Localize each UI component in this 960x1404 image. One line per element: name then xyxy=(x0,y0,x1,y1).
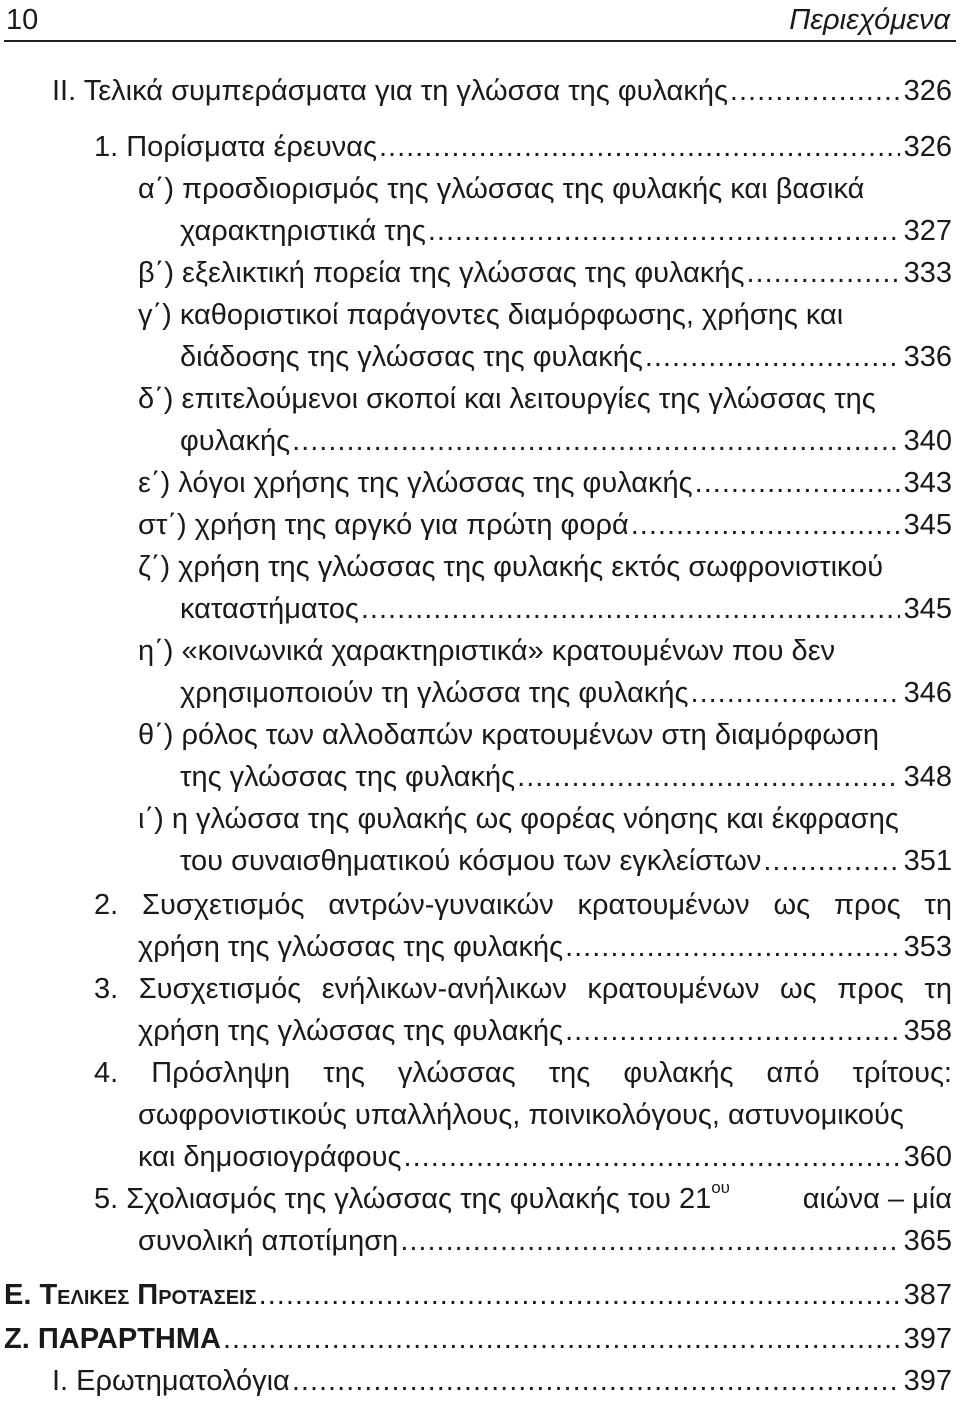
toc-entry xyxy=(180,674,952,712)
toc-section-title: Ζ. ΠΑΡΑΡΤΗΜΑ xyxy=(4,1323,221,1355)
toc-entry-title: Ι. Ερωτηματολόγια xyxy=(52,1365,290,1397)
toc-entry xyxy=(52,72,952,110)
toc-entry-title: ι΄) η γλώσσα της φυλακής ως φορέας νόησης και έκφρασης xyxy=(138,803,899,835)
toc-entry-page: 351 xyxy=(903,845,952,877)
toc-entry-title: του συναισθηματικού κόσμου των εγκλείστων xyxy=(180,845,762,877)
toc-entry-title: στ΄) χρήση της αργκό για πρώτη φορά xyxy=(138,509,629,541)
toc-entry xyxy=(180,338,952,376)
toc-entry xyxy=(94,128,952,166)
toc-entry-line xyxy=(138,800,899,838)
dot-leader xyxy=(221,1320,900,1358)
toc-entry-page: 327 xyxy=(903,215,952,247)
toc-entry-line xyxy=(138,632,835,670)
toc-entry-page: 387 xyxy=(903,1279,952,1311)
dot-leader xyxy=(290,422,900,460)
page-number: 10 xyxy=(6,4,39,36)
toc-entry-line xyxy=(94,886,952,924)
toc-entry-title-part: 5. Σχολιασμός της γλώσσας της φυλακής του $21^{o\upsilon}$ xyxy=(94,1180,730,1215)
toc-entry xyxy=(138,464,952,502)
toc-entry-title: καταστήματος xyxy=(180,593,359,625)
toc-entry-page: 360 xyxy=(903,1141,952,1173)
toc-entry xyxy=(138,928,952,966)
dot-leader xyxy=(563,928,900,966)
dot-leader xyxy=(398,1222,899,1260)
toc-entry-title: δ΄) επιτελούμενοι σκοποί και λειτουργίες της γλώσσας της xyxy=(138,383,876,415)
toc-entry-page: 397 xyxy=(903,1323,952,1355)
header-rule xyxy=(4,40,956,42)
toc-entry-title: θ΄) ρόλος των αλλοδαπών κρατουμένων στη διαμόρφωση xyxy=(138,719,880,751)
toc-entry xyxy=(138,254,952,292)
dot-leader xyxy=(377,128,900,166)
dot-leader xyxy=(728,72,900,110)
toc-entry-page: 365 xyxy=(903,1225,952,1257)
toc-entry-title: και δημοσιογράφους xyxy=(138,1141,402,1173)
toc-section-title: Ε. Τελικες Προτάσεις xyxy=(4,1279,257,1311)
dot-leader xyxy=(643,338,900,376)
toc-entry-page: 340 xyxy=(903,425,952,457)
toc-entry xyxy=(180,842,952,880)
dot-leader xyxy=(744,254,899,292)
toc-entry xyxy=(138,1012,952,1050)
toc-entry-line xyxy=(138,548,883,586)
toc-entry-page: 333 xyxy=(903,257,952,289)
toc-entry-page: 326 xyxy=(903,75,952,107)
toc-entry-title: φυλακής xyxy=(180,425,291,457)
dot-leader xyxy=(257,1276,900,1314)
superscript-ordinal: ου xyxy=(711,1180,730,1198)
toc-entry xyxy=(180,212,952,250)
dot-leader xyxy=(402,1138,900,1176)
dot-leader xyxy=(689,674,900,712)
toc-entry-title: σωφρονιστικούς υπαλλήλους, ποινικολόγους, αστυνομικούς xyxy=(138,1099,904,1131)
toc-entry xyxy=(138,1138,952,1176)
toc-entry-title: η΄) «κοινωνικά χαρακτηριστικά» κρατουμένων που δεν xyxy=(138,635,836,667)
toc-entry-title: συνολική αποτίμηση xyxy=(138,1225,399,1257)
toc-entry-title: 1. Πορίσματα έρευνας xyxy=(94,131,377,163)
toc-entry xyxy=(180,758,952,796)
toc-entry-page: 326 xyxy=(903,131,952,163)
toc-entry-page: 346 xyxy=(903,677,952,709)
toc-entry-title: χρήση της γλώσσας της φυλακής xyxy=(138,1015,564,1047)
toc-entry-page: 345 xyxy=(903,593,952,625)
toc-entry-title: 3. Συσχετισμός ενήλικων-ανήλικων κρατουμένων ως προς τη xyxy=(94,973,952,1005)
toc-entry-title: α΄) προσδιορισμός της γλώσσας της φυλακής και βασικά xyxy=(138,173,865,205)
toc-entry-line xyxy=(138,716,879,754)
running-head: Περιεχόμενα xyxy=(789,4,950,36)
toc-entry-title: 2. Συσχετισμός αντρών-γυναικών κρατουμένων ως προς τη xyxy=(94,889,952,921)
toc-entry-line xyxy=(138,1096,952,1134)
toc-entry-title: ε΄) λόγοι χρήσης της γλώσσας της φυλακής xyxy=(138,467,693,499)
dot-leader xyxy=(563,1012,900,1050)
toc-entry-page: 345 xyxy=(903,509,952,541)
dot-leader xyxy=(290,1362,900,1400)
toc-entry xyxy=(138,506,952,544)
dot-leader xyxy=(761,842,899,880)
toc-entry-line xyxy=(138,296,843,334)
toc-entry-title: β΄) εξελικτική πορεία της γλώσσας της φυλακής xyxy=(138,257,745,289)
toc-entry-line xyxy=(138,170,864,208)
dot-leader xyxy=(629,506,900,544)
toc-entry-page: 353 xyxy=(903,931,952,963)
dot-leader xyxy=(426,212,900,250)
dot-leader xyxy=(693,464,900,502)
toc-entry xyxy=(180,422,952,460)
toc-entry-page: 397 xyxy=(903,1365,952,1397)
toc-entry-page: 336 xyxy=(903,341,952,373)
toc-entry-title: γ΄) καθοριστικοί παράγοντες διαμόρφωσης, χρήσης και xyxy=(138,299,844,331)
toc-entry-line xyxy=(94,970,952,1008)
toc-entry-title-part: αιώνα – μία xyxy=(802,1183,952,1215)
toc-entry-line xyxy=(94,1054,952,1092)
toc-entry-title: χρησιμοποιούν τη γλώσσα της φυλακής xyxy=(180,677,689,709)
toc-entry xyxy=(180,590,952,628)
toc-entry-title: 4. Πρόσληψη της γλώσσας της φυλακής από τρίτους: xyxy=(94,1057,952,1089)
toc-entry-page: 358 xyxy=(903,1015,952,1047)
toc-entry xyxy=(52,1362,952,1400)
toc-entry-title: διάδοσης της γλώσσας της φυλακής xyxy=(180,341,643,373)
toc-entry-title: χαρακτηριστικά της xyxy=(180,215,426,247)
toc-section-entry xyxy=(4,1276,952,1314)
toc-entry-line xyxy=(138,380,876,418)
toc-entry-title: της γλώσσας της φυλακής xyxy=(180,761,516,793)
toc-entry xyxy=(138,1222,952,1260)
toc-entry-line xyxy=(94,1180,952,1218)
toc-entry-page: 348 xyxy=(903,761,952,793)
dot-leader xyxy=(359,590,900,628)
dot-leader xyxy=(515,758,899,796)
toc-entry-title: ΙΙ. Τελικά συμπεράσματα για τη γλώσσα της φυλακής xyxy=(52,75,728,107)
toc-entry-title: ζ΄) χρήση της γλώσσας της φυλακής εκτός σωφρονιστικού xyxy=(138,551,884,583)
toc-entry-title: χρήση της γλώσσας της φυλακής xyxy=(138,931,564,963)
toc-entry-page: 343 xyxy=(903,467,952,499)
toc-section-entry xyxy=(4,1320,952,1358)
